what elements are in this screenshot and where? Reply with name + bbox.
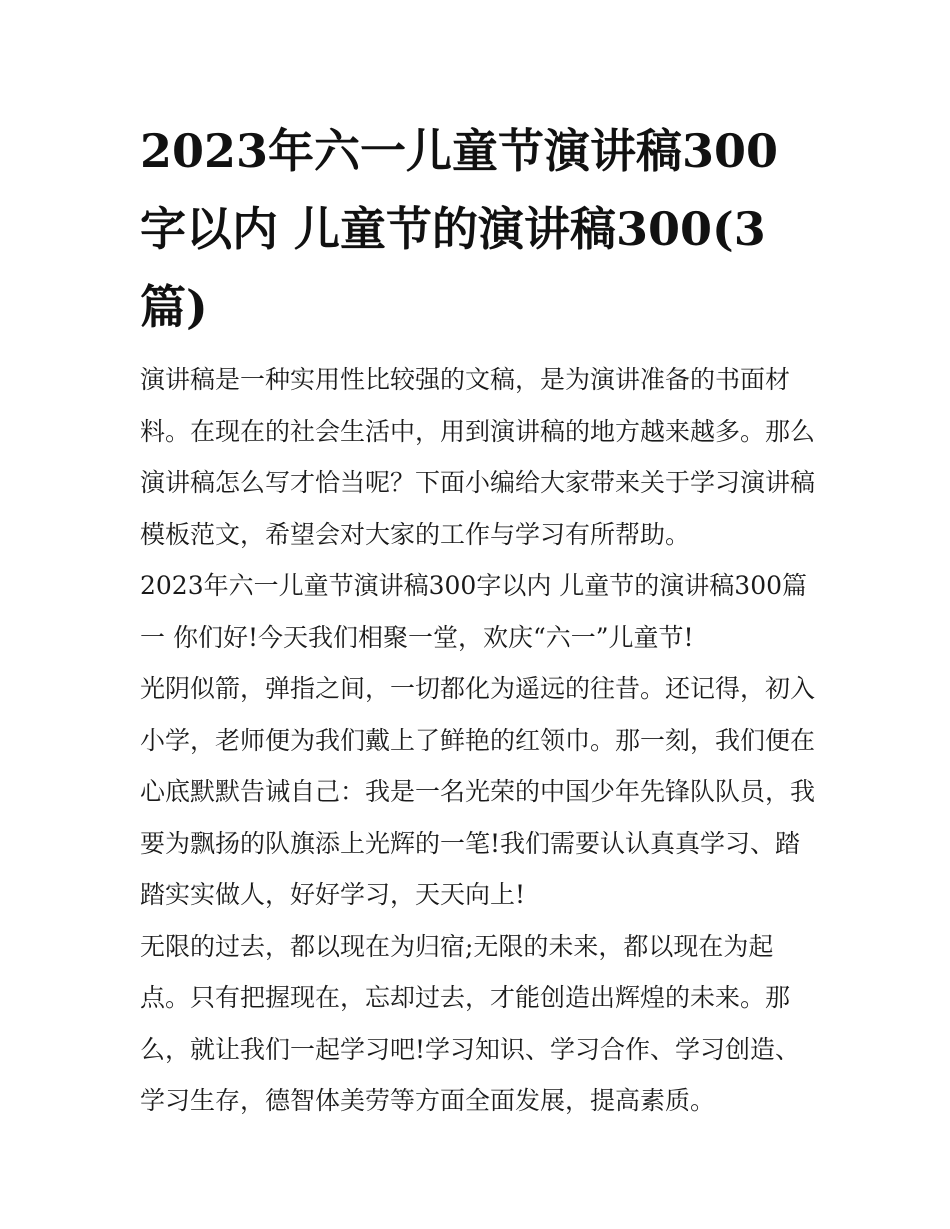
heading-paragraph: 2023年六一儿童节演讲稿300字以内 儿童节的演讲稿300篇一 你们好!今天我们相聚一堂，欢庆“六一”儿童节! xyxy=(140,571,808,652)
intro-paragraph: 演讲稿是一种实用性比较强的文稿，是为演讲准备的书面材料。在现在的社会生活中，用到演讲稿的地方越来越多。那么演讲稿怎么写才恰当呢？下面小编给大家带来关于学习演讲稿模板范文，希望会对大家的工作与学习有所帮助。 xyxy=(140,365,816,549)
document-title: 2023年六一儿童节演讲稿300字以内 儿童节的演讲稿300(3篇) xyxy=(140,124,779,334)
body-paragraph: 无限的过去，都以现在为归宿;无限的未来，都以现在为起点。只有把握现在，忘却过去，才能创造出辉煌的未来。那么，就让我们一起学习吧!学习知识、学习合作、学习创造、学习生存，德智体美劳等方面全面发展，提高素质。 xyxy=(140,931,801,1115)
body-paragraph: 光阴似箭，弹指之间，一切都化为遥远的往昔。还记得，初入小学，老师便为我们戴上了鲜艳的红领巾。那一刻，我们便在心底默默告诫自己：我是一名光荣的中国少年先锋队队员，我要为飘扬的队旗添上光辉的一笔!我们需要认认真真学习、踏踏实实做人，好好学习，天天向上! xyxy=(140,674,816,909)
document-body xyxy=(140,354,820,1127)
